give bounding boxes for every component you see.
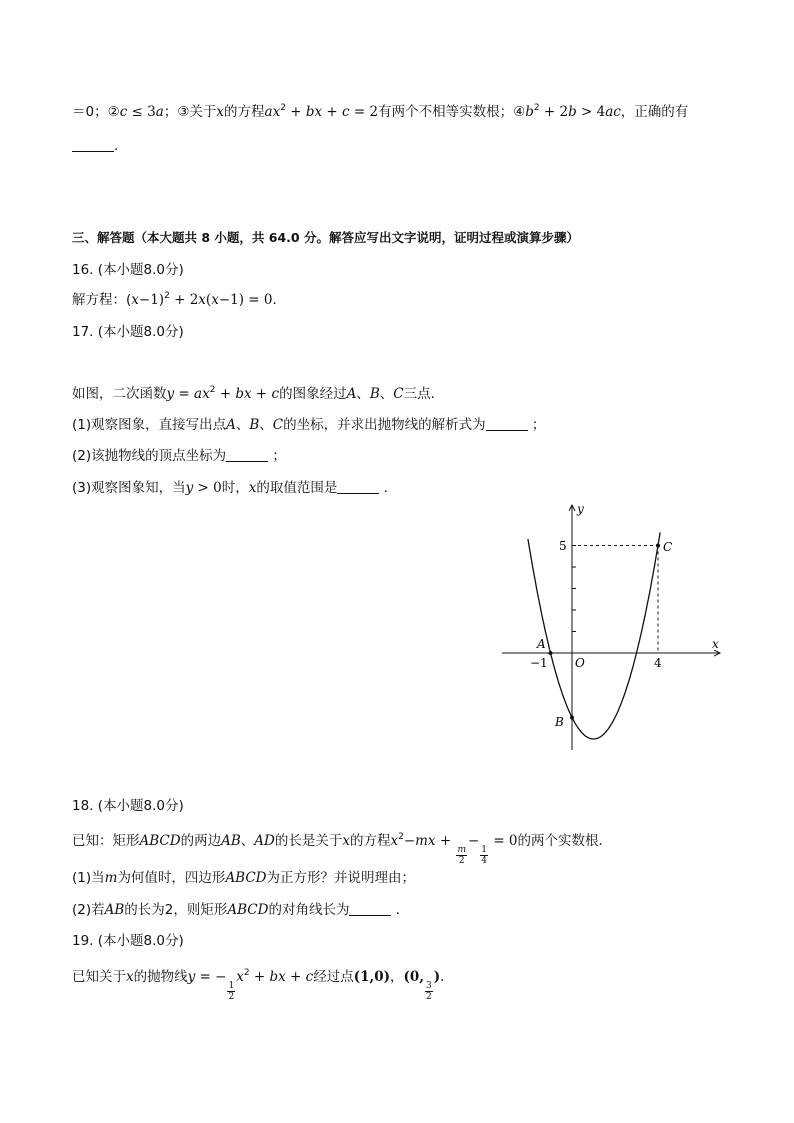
tick-label-4: 4 <box>654 656 662 670</box>
fraction-1-over-2: $\frac{1}{2}$ <box>228 981 235 1002</box>
tick-label-neg1: −1 <box>530 656 548 670</box>
q17-part2: (2)该抛物线的顶点坐标为 ； <box>72 448 286 464</box>
q15-answer-line: ． <box>72 136 128 156</box>
point-c-dot <box>656 544 660 548</box>
y-ticks <box>572 546 576 632</box>
parabola-curve <box>528 532 660 739</box>
point-b-label: B <box>555 715 564 729</box>
parabola-graph <box>500 500 730 760</box>
q17-header: 17. (本小题8.0分) <box>72 324 184 340</box>
q16-body: 解方程：$(x-1)^2 + 2x(x-1) = 0$． <box>72 291 286 308</box>
answer-blank[interactable] <box>486 418 528 431</box>
q18-header: 18. (本小题8.0分) <box>72 798 184 814</box>
q17-intro: 如图，二次函数$y = ax^2$ + bx + c的图象经过A、B、C三点． <box>72 385 445 402</box>
x-axis-label: x <box>712 637 719 651</box>
q18-part2: (2)若AB的长为2，则矩形ABCD的对角线长为 ． <box>72 902 410 918</box>
answer-blank[interactable] <box>337 481 379 494</box>
fraction-m-over-2: $\frac{m}{2}$ <box>457 845 466 866</box>
answer-blank[interactable] <box>349 903 391 916</box>
origin-label: O <box>575 656 585 670</box>
tick-label-5: 5 <box>559 539 567 553</box>
fraction-1-over-4: $\frac{1}{4}$ <box>481 845 488 866</box>
section-title: 三、解答题（本大题共 8 小题，共 64.0 分。解答应写出文字说明，证明过程或演算步骤） <box>72 230 579 245</box>
q15-statement-line: ＝0；②c ≤ 3a；③关于x的方程$ax^2$ + bx + c = 2有两个不相等实数根；$④b^2 + 2b > 4ac$，正确的有 <box>72 103 689 120</box>
q17-part3: (3)观察图象知，当y > 0时，x的取值范围是 ． <box>72 480 398 496</box>
fraction-3-over-2: $\frac{3}{2}$ <box>425 981 432 1002</box>
q18-intro: 已知：矩形ABCD的两边AB、AD的长是关于x的方程$x^2-mx$ + $\frac{m}{2}$ − $\frac{1}{4}$ = 0的两个实数根． <box>72 832 613 866</box>
q18-part1: (1)当m为何值时，四边形ABCD为正方形？并说明理由； <box>72 870 416 886</box>
answer-blank[interactable] <box>226 449 268 462</box>
point-a-dot <box>549 651 553 655</box>
point-b-dot <box>570 716 574 720</box>
q17-part1: (1)观察图象，直接写出点A、B、C的坐标，并求出抛物线的解析式为 ； <box>72 417 546 433</box>
y-axis-label: y <box>577 502 584 516</box>
q19-body: 已知关于x的抛物线y = − $\frac{1}{2}$ $x^2$ + bx + c经过点(1,0)，(0, $\frac{3}{2}$ )． <box>72 968 454 1002</box>
q19-header: 19. (本小题8.0分) <box>72 933 184 949</box>
q16-header: 16. (本小题8.0分) <box>72 262 184 278</box>
point-c-label: C <box>663 540 673 554</box>
point-a-label: A <box>537 637 546 651</box>
answer-blank[interactable] <box>72 139 114 152</box>
